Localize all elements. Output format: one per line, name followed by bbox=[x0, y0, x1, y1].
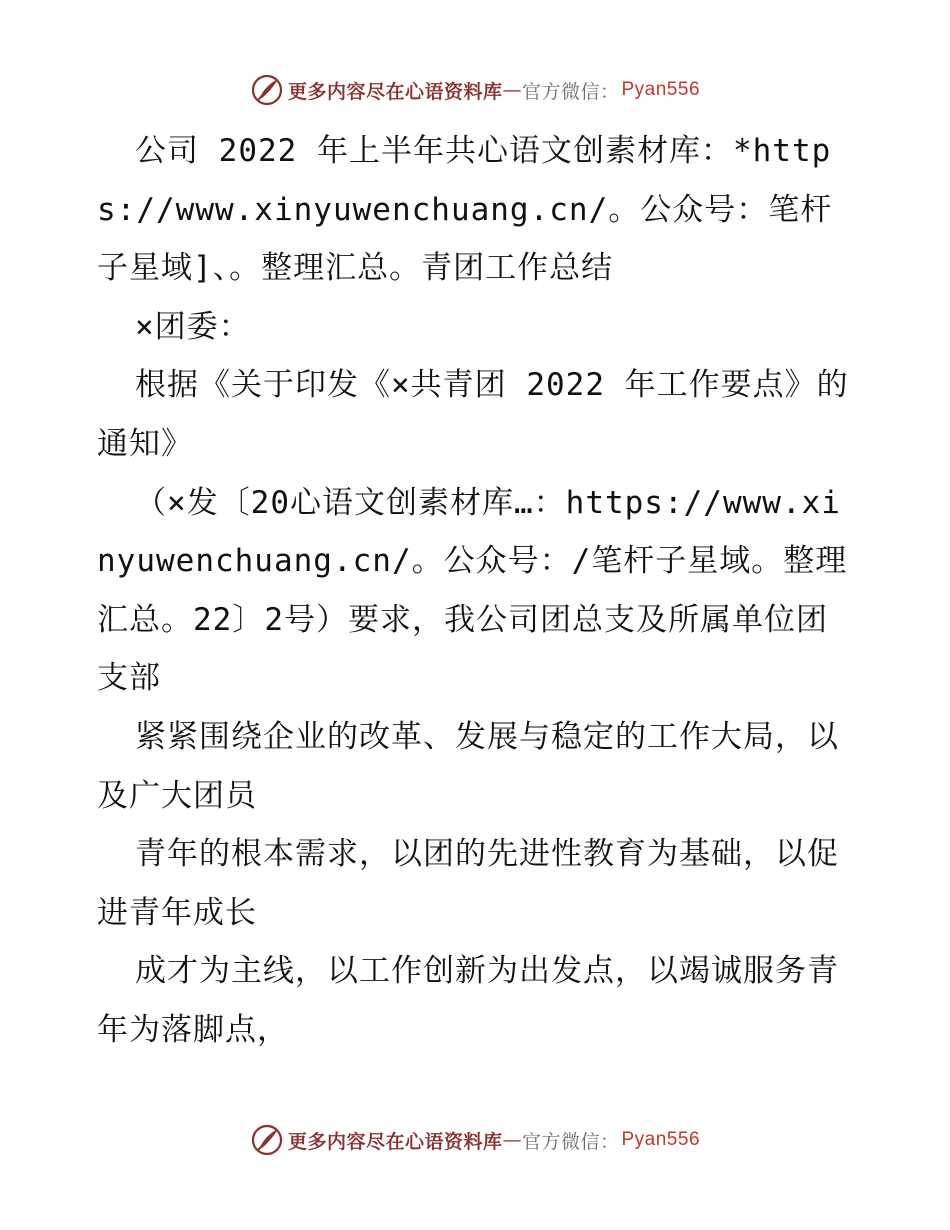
paragraph-4: （×发〔20心语文创素材库…：https://www.xinyuwenchuang.cn/。公众号：/笔杆子星域。整理汇总。22〕2号）要求，我公司团总支及所属单位团支部 bbox=[97, 484, 848, 697]
banner-separator: — bbox=[502, 79, 522, 101]
banner-wechat-id: Pyan556 bbox=[621, 1129, 701, 1150]
paragraph-1: 公司 2022 年上半年共心语文创素材库：*https://www.xinyuwenchuang.cn/。公众号：笔杆子星域]、。整理汇总。青团工作总结 bbox=[97, 133, 833, 287]
paragraph-2: ×团委： bbox=[135, 308, 251, 345]
banner-main-text: 更多内容尽在心语资料库 bbox=[287, 80, 503, 103]
banner-main-text: 更多内容尽在心语资料库 bbox=[287, 1130, 503, 1153]
paragraph-5: 紧紧围绕企业的改革、发展与稳定的工作大局，以及广大团员 bbox=[97, 718, 839, 814]
document-body bbox=[97, 122, 857, 1060]
banner-official-label: 官方微信： bbox=[521, 80, 620, 103]
banner-separator: — bbox=[502, 1129, 522, 1151]
quill-pen-logo-icon bbox=[250, 1123, 284, 1157]
footer-banner bbox=[0, 1120, 950, 1160]
paragraph-3: 根据《关于印发《×共青团 2022 年工作要点》的通知》 bbox=[97, 367, 849, 462]
header-banner bbox=[0, 70, 950, 110]
banner-official-label: 官方微信： bbox=[521, 1130, 620, 1153]
paragraph-6: 青年的根本需求，以团的先进性教育为基础，以促进青年成长 bbox=[97, 836, 839, 931]
banner-wechat-id: Pyan556 bbox=[621, 79, 701, 100]
quill-pen-logo-icon bbox=[250, 73, 284, 107]
paragraph-7: 成才为主线，以工作创新为出发点，以竭诚服务青年为落脚点， bbox=[97, 953, 839, 1048]
